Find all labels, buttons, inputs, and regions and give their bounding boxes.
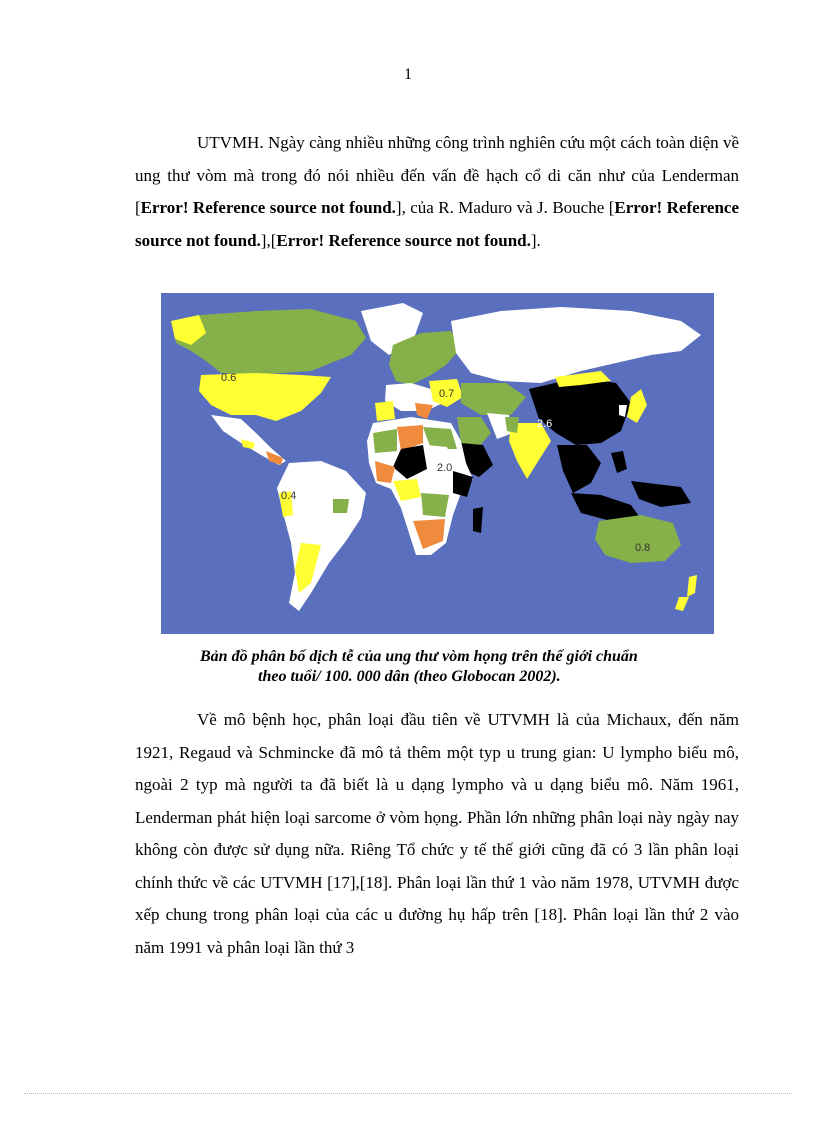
label-north-america: 0.6 [221,372,237,384]
paragraph-1-text-c: ],[ [260,230,277,250]
north-africa-west [373,429,397,453]
caption-line-2: theo tuổi/ 100. 000 dân (theo Globocan 2002). [258,668,561,685]
map-caption [200,647,740,687]
reference-error-3: Error! Reference source not found. [276,230,531,250]
pakistan [505,417,519,433]
world-incidence-map [161,293,714,634]
caption-line-1: Bản đồ phân bố dịch tễ của ung thư vòm họng trên thế giới chuẩn [200,648,638,665]
iberia [375,401,395,421]
paragraph-1-text-b: ], của R. Maduro và J. Bouche [ [395,198,615,217]
paragraph-1 [135,127,739,257]
label-south-america: 0.4 [281,490,297,502]
page-bottom-divider [24,1093,792,1094]
label-africa: 2.0 [437,462,453,474]
guyana [333,499,349,513]
world-map-graphic [161,293,714,634]
page-number: 1 [404,66,412,83]
reference-error-1: Error! Reference source not found. [140,198,396,217]
label-australia: 0.8 [635,542,651,554]
label-east-asia: 2.6 [537,418,553,430]
australia [595,515,681,563]
label-europe: 0.7 [439,388,455,400]
paragraph-1-text-d: ]. [530,230,541,250]
reference-error-2: Error! Reference source not found. [135,198,739,250]
east-africa-green [421,493,449,517]
paragraph-2: Về mô bệnh học, phân loại đầu tiên về UTVMH là của Michaux, đến năm 1921, Regaud và Schmincke đã mô tả thêm một typ u trung gian: U lympho biểu mô, ngoài 2 typ mà người ta đã biết là u dạng lympho và u dạng biểu mô. Năm 1961, Lenderman phát hiện loại sarcome ở vòm họng. Phần lớn những phân loại này ngày nay không còn được sử dụng nữa. Riêng Tổ chức y tế thế giới cũng đã có 3 lần phân loại chính thức về các UTVMH [17],[18]. Phân loại lần thứ 1 vào năm 1978, UTVMH được xếp chung trong phân loại của các u đường hụ hấp trên [18]. Phân loại lần thứ 2 vào năm 1991 và phân loại lần thứ 3 [135,710,739,957]
paragraph-1-text-a: UTVMH. Ngày càng nhiều những công trình nghiên cứu một cách toàn diện về ung thư vòm mà trong đó nói nhiều đến vấn đề hạch cổ di căn như của Lenderman [ [135,133,739,217]
